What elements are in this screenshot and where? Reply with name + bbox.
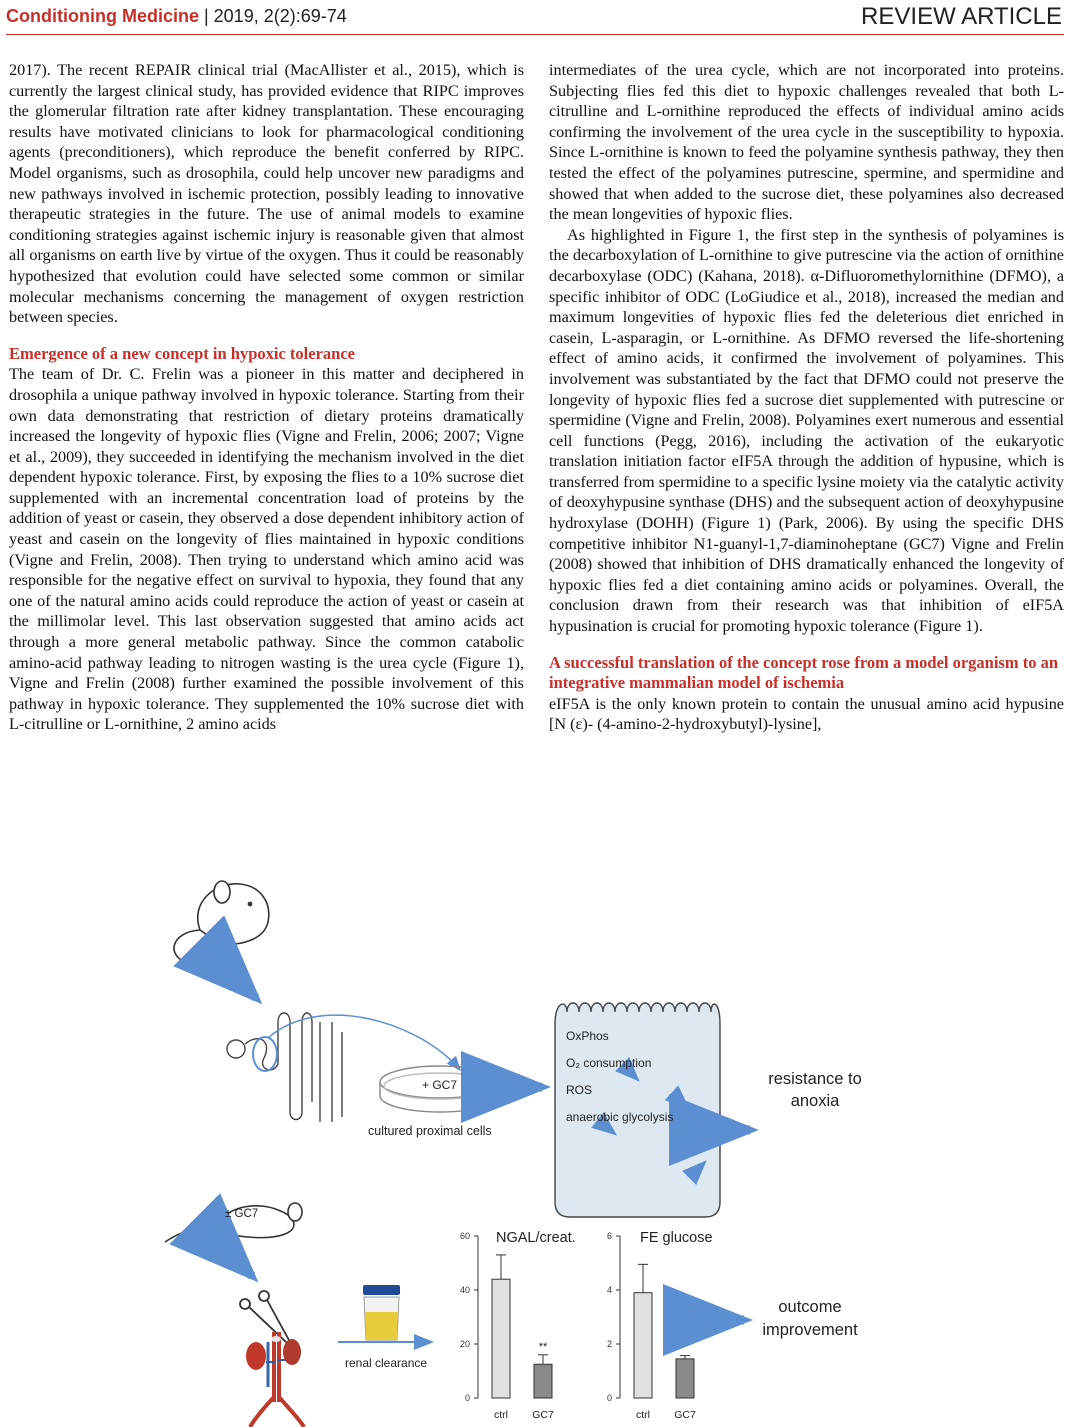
y-tick-label: 4 — [606, 1285, 612, 1295]
y-tick-label: 20 — [459, 1339, 470, 1349]
significance-mark: * — [682, 1341, 688, 1354]
cell-item-oxphos: OxPhos — [566, 1029, 609, 1043]
chart-title: FE glucose — [640, 1230, 713, 1246]
x-tick-label: ctrl — [494, 1409, 508, 1421]
header-rule — [6, 34, 1064, 35]
paragraph: eIF5A is the only known protein to contain the unusual amino acid hypusine [N (ε)- (4-amino-2-hydroxybutyl)-lysine], — [549, 694, 1064, 734]
scissors-icon — [240, 1291, 290, 1344]
arrow-mouse2-to-surgery — [228, 1252, 252, 1276]
significance-mark: ** — [538, 1340, 548, 1353]
paragraph: intermediates of the urea cycle, which are not incorporated into proteins. Subjecting flies fed this diet to hypoxic challenges revealed that both L-citrulline and L-ornithine reproduced the effects of individual amino acids confirming the involvement of the urea cycle in the susceptibility to hypoxia. Since L-ornithine is known to feed the polyamine synthesis pathway, they then tested the effect of the polyamines putrescine, spermine, and spermidine and showed that when added to the sucrose diet, these polyamines also decreased the mean longevities of hypoxic flies. — [549, 61, 1064, 224]
dish-label: + GC7 — [422, 1078, 458, 1092]
mouse-icon — [174, 881, 269, 964]
chart-fe-glucose — [607, 1230, 713, 1421]
y-tick-label: 2 — [606, 1339, 612, 1349]
y-tick-label: 0 — [606, 1393, 612, 1403]
section-heading: A successful translation of the concept rose from a model organism to an integrative mammalian model of ischemia — [549, 652, 1059, 693]
kidney-vasculature-icon — [246, 1332, 304, 1427]
x-tick-label: GC7 — [674, 1409, 696, 1421]
dish-caption: cultured proximal cells — [368, 1124, 492, 1138]
section-heading: Emergence of a new concept in hypoxic tolerance — [9, 343, 355, 363]
journal-name: Conditioning Medicine — [6, 6, 199, 26]
x-tick-label: ctrl — [636, 1409, 650, 1421]
paragraph: As highlighted in Figure 1, the first step in the synthesis of polyamines is the decarboxylation of L-ornithine to give putrescine via the action of ornithine decarboxylase (ODC) (Kahana, 2018). α-Difluoromethylornithine (DFMO), a specific inhibitor of ODC (LoGiudice et al., 2018), increased the median and maximum longevities of hypoxic flies fed the deleterious diet enriched in casein, L-asparagin, or L-ornithine. As DFMO reversed the life-shortening effect of amino acids, it confirmed the involvement of polyamines. This involvement was substantiated by the fact that DFMO could not preserve the longevity of hypoxic flies fed a sucrose diet supplemented with putrescine or spermidine (Vigne and Frelin, 2008). Polyamines exert numerous and essential cell functions (Pegg, 2016), including the activation of the eukaryotic translation initiation factor eIF5A through the addition of hypusine, which is transferred from spermidine to a specific lysine moiety via the catalytic activity of deoxyhypusine synthase (DHS) and the subsequent action of deoxyhypusine hydroxylase (DOHH) (Figure 1) (Park, 2006). By using the specific DHS competitive inhibitor N1-guanyl-1,7-diaminoheptane (GC7) Vigne and Frelin (2008) showed that inhibition of DHS dramatically enhanced the longevity of hypoxic flies fed a diet containing amino acids or polyamines. Overall, the conclusion drawn from their research was that inhibition of eIF5A hypusination is crucial for promoting hypoxic tolerance (Figure 1). — [549, 225, 1064, 636]
nephron-icon — [227, 1013, 342, 1122]
paragraph: 2017). The recent REPAIR clinical trial (MacAllister et al., 2015), which is currently the largest clinical study, has provided evidence that RIPC improves the glomerular filtration rate after kidney transplantation. These encouraging results have motivated clinicians to look for pharmacological conditioning agents (preconditioners), which reproduce the benefit conferred by RIPC. Model organisms, such as drosophila, could help uncover new paradigms and new pathways involved in ischemic protection, possibly leading to innovative therapeutic strategies in the future. The use of animal models to examine conditioning strategies against ischemic injury is reasonable given that almost all organisms on earth live by virtue of the oxygen. Thus it could be reasonably hypothesized that evolution could have selected some common or similar molecular mechanisms concerning the management of oxygen restriction between species. — [9, 61, 524, 327]
cell-item-ros: ROS — [566, 1083, 593, 1097]
x-tick-label: GC7 — [532, 1409, 554, 1421]
left-column — [9, 60, 524, 735]
right-column — [549, 60, 1064, 735]
chart-title: NGAL/creat. — [496, 1230, 576, 1246]
cell-item-o2: O₂ consumption — [566, 1056, 652, 1070]
result-bottom-line2: improvement — [762, 1321, 858, 1339]
result-top-line1: resistance to — [768, 1070, 862, 1088]
bar-ctrl — [634, 1293, 652, 1398]
journal-issue: | 2019, 2(2):69-74 — [198, 6, 347, 26]
result-bottom-line1: outcome — [778, 1298, 842, 1316]
result-top-line2: anoxia — [790, 1092, 840, 1110]
arrow-mouse-to-kidney — [232, 974, 256, 998]
y-tick-label: 40 — [459, 1285, 470, 1295]
y-tick-label: 0 — [464, 1393, 470, 1403]
mouse2-label: ± GC7 — [225, 1208, 259, 1220]
section-label: REVIEW ARTICLE — [861, 3, 1062, 30]
y-tick-label: 6 — [606, 1231, 612, 1241]
figure-graphics — [160, 872, 920, 1427]
y-tick-label: 60 — [459, 1231, 470, 1241]
arrow-tubule-to-dish — [268, 1015, 460, 1070]
urine-cup-icon — [363, 1285, 400, 1340]
bar-ctrl — [492, 1279, 510, 1398]
paragraph: The team of Dr. C. Frelin was a pioneer in this matter and deciphered in drosophila a unique pathway involved in hypoxic tolerance. Starting from their own data demonstrating that restriction of dietary proteins dramatically increased the longevity of hypoxic flies (Vigne and Frelin, 2006; 2007; Vigne et al., 2009), they succeeded in identifying the mechanism involved in the diet dependent hypoxic tolerance. First, by exposing the flies to a 10% sucrose diet supplemented with an incremental concentration load of proteins by the addition of yeast or casein, they observed a dose dependent inhibitory action of yeast and casein on the longevity of flies maintained in hypoxic conditions (Vigne and Frelin, 2008). Then trying to understand which amino acid was responsible for the negative effect on survival to hypoxia, they found that any one of the natural amino acids could reproduce the action of yeast or casein at the millimolar level. This last observation suggested that amino acids act through a more general metabolic pathway. Since the common catabolic amino-acid pathway leading to nitrogen wasting is the urea cycle (Figure 1), Vigne and Frelin (2008) further examined the possible involvement of this pathway in hypoxic tolerance. They supplemented the 10% sucrose diet with L-citrulline or L-ornithine, 2 amino acids — [9, 365, 524, 734]
journal-header — [6, 6, 347, 27]
clearance-label: renal clearance — [345, 1356, 428, 1370]
bar-gc7 — [534, 1364, 552, 1398]
figure-1 — [160, 872, 920, 1427]
chart-ngal-creat — [460, 1230, 576, 1421]
cell-item-glycolysis: anaerobic glycolysis — [566, 1110, 674, 1124]
bar-gc7 — [676, 1359, 694, 1398]
